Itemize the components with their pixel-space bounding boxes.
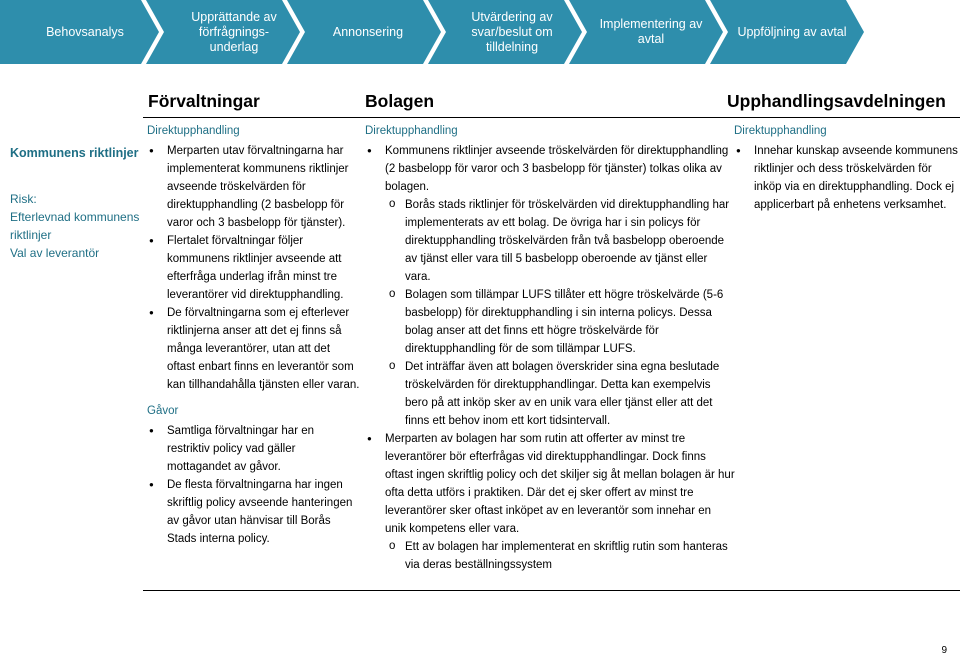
step-annonsering: Annonsering <box>332 24 404 39</box>
column-upphandling <box>734 122 958 214</box>
bullet-list <box>147 422 360 548</box>
subheading-direktupphandling: Direktupphandling <box>734 125 827 137</box>
footer-divider <box>143 590 960 591</box>
step-utvardering: Utvärdering av svar/beslut om tilldelning <box>471 9 553 54</box>
topic-label: Kommunens riktlinjer <box>10 146 139 160</box>
list-item <box>365 430 735 574</box>
list-item: ● Samtliga förvaltningar har en restriktiv policy vad gäller mottagandet av gåvor. <box>147 422 360 476</box>
step-uppfoljning: Uppföljning av avtal <box>737 24 847 39</box>
risk-item: Val av leverantör <box>10 246 100 260</box>
risk-label: Risk: <box>10 192 37 206</box>
header-bolagen: Bolagen <box>365 91 435 111</box>
side-panel <box>10 144 140 262</box>
header-upphandlingsavdelningen: Upphandlingsavdelningen <box>727 91 946 111</box>
list-item: ● Flertalet förvaltningar följer kommunens riktlinjer avseende att efterfråga underlag ifrån minst tre leverantörer vid direktupphandling. <box>147 232 360 304</box>
column-bolagen <box>365 122 735 574</box>
page-number: 9 <box>941 645 947 656</box>
sub-list-item: o Ett av bolagen har implementerat en skriftlig rutin som hanteras via deras beställningssystem <box>385 538 735 574</box>
subheading-direktupphandling: Direktupphandling <box>365 125 458 137</box>
subheading-direktupphandling: Direktupphandling <box>147 125 240 137</box>
risk-item: Efterlevnad kommunens riktlinjer <box>10 210 140 242</box>
header-divider <box>143 117 960 118</box>
list-item: ● Merparten utav förvaltningarna har implementerat kommunens riktlinjer avseende tröskelvärden för direktupphandling (2 basbelopp för varor och 3 basbelopp för tjänster). <box>147 142 360 232</box>
step-implementering: Implementering av avtal <box>599 17 703 46</box>
list-item: ● Innehar kunskap avseende kommunens riktlinjer och dess tröskelvärden för inköp via en direktupphandling. Dock ej applicerbart på enhetens verksamhet. <box>734 142 958 214</box>
bullet-list <box>365 142 735 574</box>
bullet-list <box>147 142 360 394</box>
step-behovsanalys: Behovsanalys <box>46 24 124 39</box>
sub-list-item: o Bolagen som tillämpar LUFS tillåter ett högre tröskelvärde (5-6 basbelopp) för direktupphandling i sin interna policys. Dessa bolag anser att det finns ett högre tröskelvärde för direktupphandling för de som tillämpar LUFS. <box>385 286 735 358</box>
subheading-gavor: Gåvor <box>147 405 179 417</box>
sub-list <box>385 196 735 430</box>
header-forvaltningar: Förvaltningar <box>148 91 260 111</box>
sub-list <box>385 538 735 574</box>
list-item-text: Kommunens riktlinjer avseende tröskelvärden för direktupphandling (2 basbelopp för varor och 3 basbelopp för tjänster) tolkas olika av bolagen. <box>385 145 729 193</box>
sub-list-item: o Det inträffar även att bolagen överskrider sina egna beslutade tröskelvärden för direktupphandlingar. Detta kan exempelvis bero på att inköp sker av en unik vara eller tjänst eller att det finns ett behov inom ett kort tidsintervall. <box>385 358 735 430</box>
list-item-text: Merparten av bolagen har som rutin att offerter av minst tre leverantörer bör efterfrågas vid direktupphandlingar. Dock finns oftast ingen skriftlig policy och det skiljer sig åt mellan bolagen är hur ofta detta utförs i praktiken. Där det ej sker offert av minst tre leverantörer sker oftast inköpet av en leverantör som innehar en unik kompetens eller vara. <box>385 433 735 535</box>
column-forvaltningar <box>147 122 360 548</box>
list-item: ● De flesta förvaltningarna har ingen skriftlig policy avseende hanteringen av gåvor utan hänvisar till Borås Stads interna policy. <box>147 476 360 548</box>
bullet-list <box>734 142 958 214</box>
list-item <box>365 142 735 430</box>
process-flow <box>0 0 960 64</box>
sub-list-item: o Borås stads riktlinjer för tröskelvärden vid direktupphandling har implementerats av ett bolag. De övriga har i sin policys för direktupphandling tröskelvärden från två basbelopp oberoende av tjänst eller vara till 5 basbelopp oberoende av tjänst eller vara. <box>385 196 735 286</box>
list-item: ● De förvaltningarna som ej efterlever riktlinjerna anser att det ej finns så många leverantörer, utan att det oftast enbart finns en leverantör som kan tillhandahålla tjänsten eller varan. <box>147 304 360 394</box>
step-upprattande: Upprättande av förfrågnings-underlag <box>191 9 277 54</box>
